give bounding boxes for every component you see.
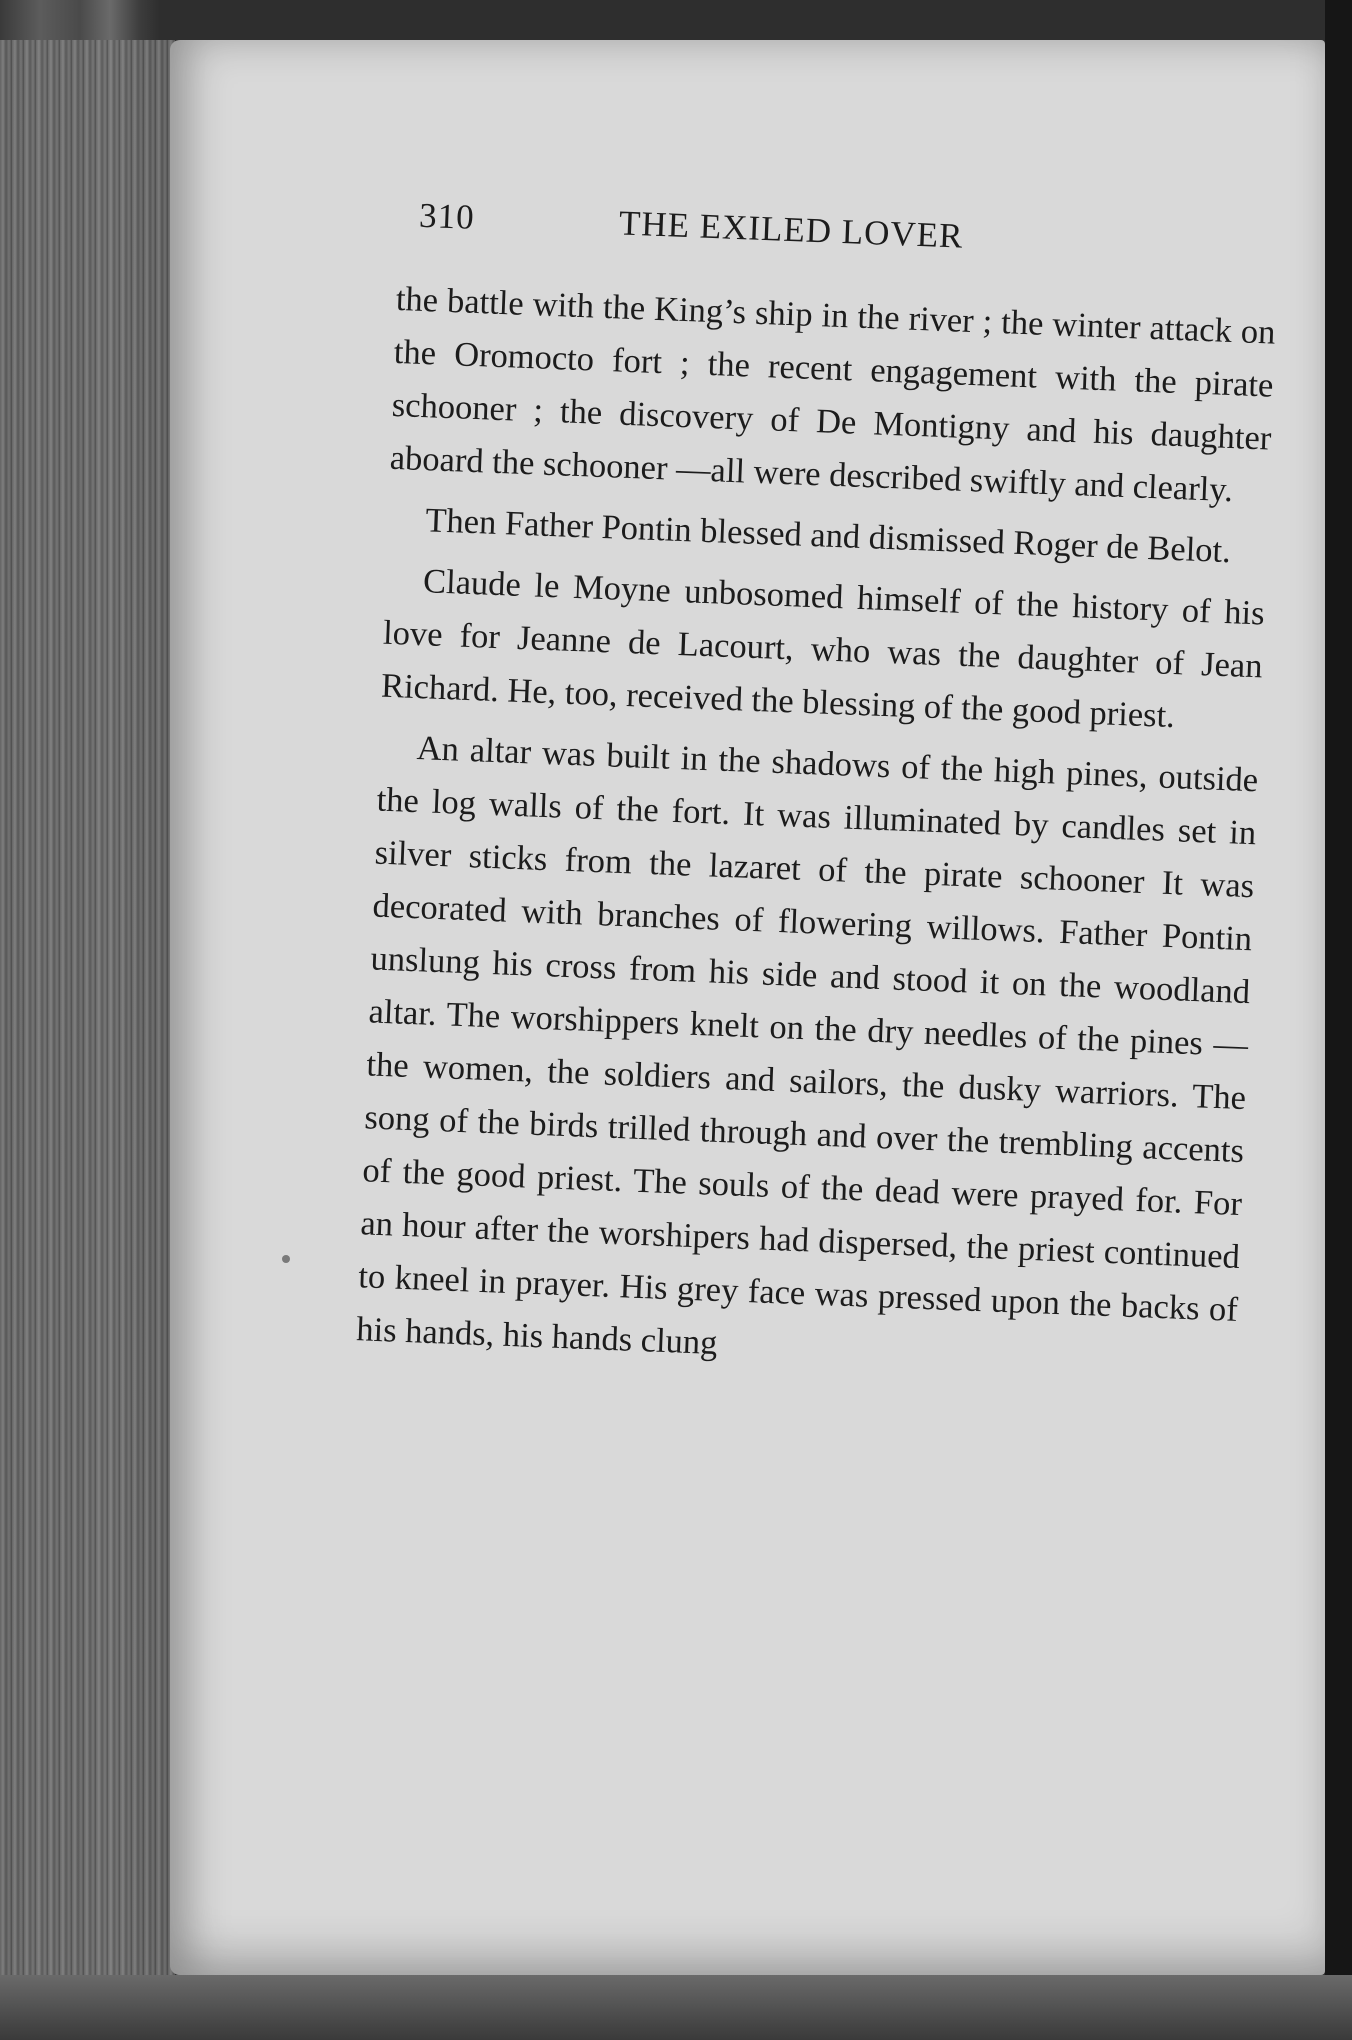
right-edge-shadow [1325, 0, 1352, 2040]
bottom-edge [0, 1975, 1352, 2040]
paragraph-2: Then Father Pontin blessed and dismissed Roger de Belot. [424, 501, 1232, 571]
paragraph-4: An altar was built in the shadows of the high pines, outside the log walls of the fort. It was illuminated by candles set in silver sticks from the lazaret of the pirate schooner It was decorated with branches of flowering willows. Father Pontin unslung his cross from his side and stood it on the woodland altar. The worshippers knelt on the dry needles of the pines —the women, the soldiers and sailors, the dusky warriors. The song of the birds trilled through and over the trembling accents of the good priest. The souls of the dead were prayed for. For an hour after the worshipers had dispersed, the priest continued to kneel in prayer. His grey face was pressed upon the backs of his hands, his hands clung [355, 729, 1259, 1363]
page-text [355, 195, 1279, 1398]
paragraph-1: the battle with the King’s ship in the river ; the winter attack on the Oromocto fort ; the recent engagement with the pirate schooner ; the discovery of De Montigny and his daughter aboard the schooner —all were described swiftly and clearly. [389, 279, 1277, 510]
page-edges [0, 40, 175, 2020]
paragraph-3: Claude le Moyne unbosomed himself of the history of his love for Jeanne de Lacourt, who was the daughter of Jean Richard. He, too, received the blessing of the good priest. [380, 562, 1266, 736]
page-speck [282, 1255, 290, 1263]
page-number: 310 [418, 195, 476, 237]
running-head: THE EXILED LOVER [618, 203, 965, 256]
